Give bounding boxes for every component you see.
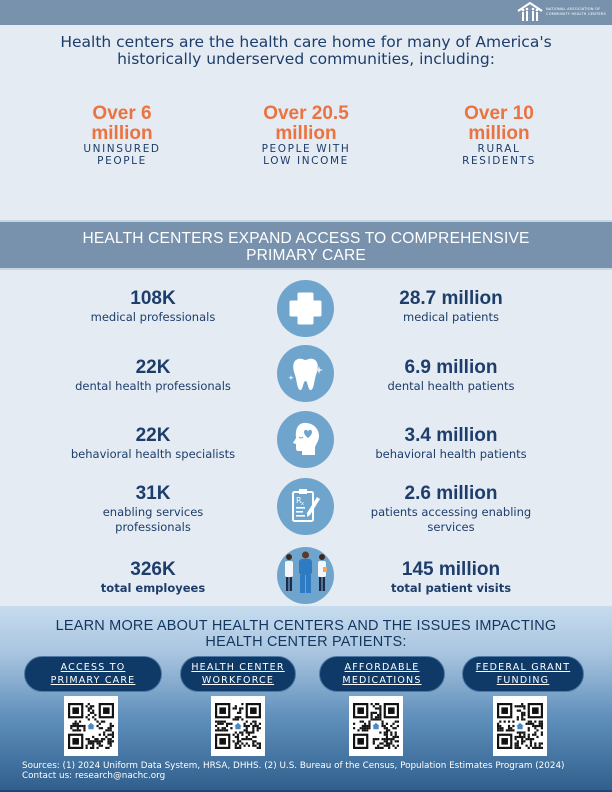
staff-stat bbox=[43, 483, 263, 535]
patient-label: patients accessing enabling services bbox=[370, 505, 532, 534]
patient-stat bbox=[341, 357, 561, 394]
patient-stat bbox=[341, 288, 561, 325]
staff-label: behavioral health specialists bbox=[70, 447, 236, 461]
staff-label: total employees bbox=[100, 581, 206, 595]
patient-value: 3.4 million bbox=[404, 425, 498, 446]
staff-value: 31K bbox=[135, 483, 171, 504]
learn-more-heading: LEARN MORE ABOUT HEALTH CENTERS AND THE ISSUES IMPACTING HEALTH CENTER PATIENTS: bbox=[55, 618, 557, 650]
staff-label: enabling services professionals bbox=[102, 505, 204, 534]
nachc-logo bbox=[517, 2, 606, 22]
staff-stat bbox=[43, 288, 263, 325]
tooth-icon bbox=[277, 345, 334, 402]
sources-line: Sources: (1) 2024 Uniform Data System, HRSA, DHHS. (2) U.S. Bureau of the Census, Population Estimates Program (2024) bbox=[22, 761, 565, 771]
staff-value: 108K bbox=[130, 288, 176, 309]
staff-label: dental health professionals bbox=[75, 379, 231, 393]
house-people-icon bbox=[517, 2, 543, 22]
patient-value: 6.9 million bbox=[404, 357, 498, 378]
staff-stat bbox=[43, 357, 263, 394]
staff-value: 326K bbox=[130, 559, 176, 580]
top-bar bbox=[0, 0, 612, 25]
stat-low-income bbox=[221, 104, 391, 167]
clipboard-rx-icon bbox=[277, 478, 334, 535]
patient-value: 145 million bbox=[401, 559, 501, 580]
logo-line-2: COMMUNITY HEALTH CENTERS bbox=[546, 12, 606, 16]
stat-value: Over 20.5 million bbox=[263, 103, 349, 144]
contact-line: Contact us: research@nachc.org bbox=[22, 771, 166, 781]
intro-line-1: Health centers are the health care home for many of America's bbox=[60, 33, 552, 51]
link-health-center-workforce[interactable]: HEALTH CENTER WORKFORCE bbox=[180, 656, 296, 692]
staff-stat bbox=[43, 559, 263, 596]
patient-label: total patient visits bbox=[390, 581, 512, 595]
link-affordable-medications[interactable]: AFFORDABLE MEDICATIONS bbox=[319, 656, 445, 692]
patient-stat bbox=[341, 483, 561, 535]
patient-stat bbox=[341, 559, 561, 596]
health-workers-icon bbox=[277, 547, 334, 604]
stat-rural bbox=[414, 104, 584, 167]
stat-value: Over 10 million bbox=[464, 103, 534, 144]
staff-label: medical professionals bbox=[90, 310, 216, 324]
community-stats bbox=[0, 104, 612, 184]
patient-value: 28.7 million bbox=[399, 288, 503, 309]
sources-text bbox=[22, 761, 565, 781]
link-federal-grant-funding[interactable]: FEDERAL GRANT FUNDING bbox=[462, 656, 584, 692]
head-heart-icon bbox=[277, 411, 334, 468]
logo-line-1: NATIONAL ASSOCIATION OF bbox=[546, 7, 601, 11]
section-banner-title: HEALTH CENTERS EXPAND ACCESS TO COMPREHENSIVE PRIMARY CARE bbox=[82, 230, 530, 264]
intro-text bbox=[0, 34, 612, 68]
patient-stat bbox=[341, 425, 561, 462]
stat-label: UNINSURED PEOPLE bbox=[83, 143, 161, 167]
svg-text:R: R bbox=[296, 496, 302, 505]
link-access-to-primary-care[interactable]: ACCESS TO PRIMARY CARE bbox=[24, 656, 162, 692]
patient-label: medical patients bbox=[403, 310, 499, 324]
qr-code-affordable-medications[interactable] bbox=[349, 696, 403, 756]
staff-value: 22K bbox=[135, 357, 171, 378]
qr-code-access-to-primary-care[interactable] bbox=[64, 696, 118, 756]
stat-label: PEOPLE WITH LOW INCOME bbox=[261, 143, 351, 167]
qr-code-federal-grant-funding[interactable] bbox=[493, 696, 547, 756]
medical-cross-icon bbox=[277, 280, 334, 337]
stat-label: RURAL RESIDENTS bbox=[462, 143, 536, 167]
staff-stat bbox=[43, 425, 263, 462]
stat-value: Over 6 million bbox=[91, 103, 153, 144]
stat-uninsured bbox=[37, 104, 207, 167]
qr-code-health-center-workforce[interactable] bbox=[211, 696, 265, 756]
patient-label: dental health patients bbox=[387, 379, 515, 393]
section-banner bbox=[0, 220, 612, 270]
intro-line-2: historically underserved communities, including: bbox=[117, 50, 495, 68]
learn-more-section bbox=[0, 606, 612, 792]
staff-value: 22K bbox=[135, 425, 171, 446]
patient-label: behavioral health patients bbox=[375, 447, 527, 461]
patient-value: 2.6 million bbox=[404, 483, 498, 504]
svg-text:x: x bbox=[301, 501, 304, 507]
